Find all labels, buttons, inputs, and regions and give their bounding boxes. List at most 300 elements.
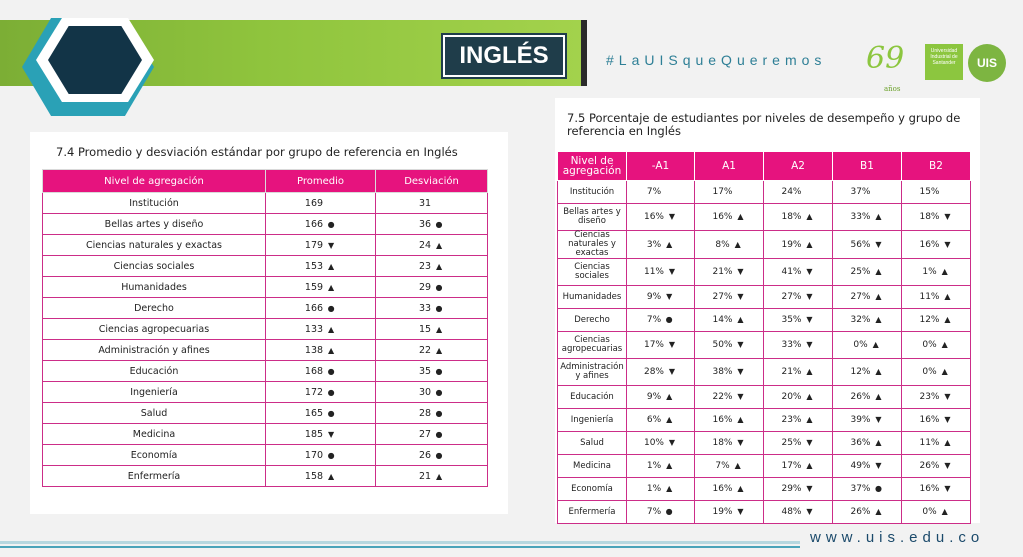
- value-cell: [695, 332, 764, 359]
- value-cell: [902, 309, 971, 332]
- cell-value: 7%: [646, 507, 662, 517]
- table-row: [558, 432, 971, 455]
- trend-indicator-icon: ▼: [944, 461, 951, 470]
- trend-indicator-icon: ●: [435, 429, 443, 439]
- cell-value: 133: [304, 323, 324, 335]
- value-cell: [376, 361, 488, 382]
- trend-indicator-icon: ▼: [737, 392, 744, 401]
- cell-value: 37%: [850, 186, 871, 197]
- row-label: Institución: [43, 193, 266, 214]
- trend-indicator-icon: ▼: [666, 292, 673, 301]
- table-row: [43, 277, 488, 298]
- table-row: [558, 181, 971, 204]
- cell-value: 23%: [781, 415, 802, 425]
- value-cell: [902, 409, 971, 432]
- cell-value: 29%: [781, 484, 802, 494]
- row-label: Salud: [43, 403, 266, 424]
- cell-value: 21%: [781, 367, 802, 377]
- value-cell: [266, 340, 376, 361]
- trend-indicator-icon: ▲: [941, 267, 948, 276]
- row-label: Ciencias agropecuarias: [43, 319, 266, 340]
- value-cell: [627, 478, 695, 501]
- col-header-a1: A1: [695, 152, 764, 181]
- table-row: [558, 204, 971, 231]
- value-cell: [627, 309, 695, 332]
- cell-value: 15%: [919, 186, 940, 197]
- value-cell: [902, 286, 971, 309]
- trend-indicator-icon: ▲: [737, 484, 744, 493]
- value-cell: [266, 403, 376, 424]
- row-label: Ciencias sociales: [43, 256, 266, 277]
- table-row: [43, 361, 488, 382]
- table-7-4-title: 7.4 Promedio y desviación estándar por grupo de referencia en Inglés: [56, 145, 458, 159]
- trend-indicator-icon: ▲: [875, 392, 882, 401]
- value-cell: [627, 455, 695, 478]
- value-cell: [266, 214, 376, 235]
- value-cell: [764, 231, 833, 259]
- trend-indicator-icon: ▼: [806, 438, 813, 447]
- cell-value: 12%: [850, 367, 871, 377]
- row-label: Institución: [558, 181, 627, 204]
- trend-indicator-icon: ▼: [737, 507, 744, 516]
- value-cell: [266, 319, 376, 340]
- value-cell: [902, 501, 971, 524]
- trend-indicator-icon: ▲: [327, 345, 335, 355]
- trend-indicator-icon: ▲: [327, 324, 335, 334]
- cell-value: 26: [418, 449, 432, 461]
- trend-indicator-icon: ▲: [806, 392, 813, 401]
- subject-title: INGLÉS: [443, 35, 565, 77]
- cell-value: 38%: [712, 367, 733, 377]
- cell-value: 9%: [646, 392, 662, 402]
- cell-value: 26%: [850, 392, 871, 402]
- value-cell: [833, 231, 902, 259]
- value-cell: [902, 432, 971, 455]
- value-cell: [833, 359, 902, 386]
- value-cell: [902, 455, 971, 478]
- trend-indicator-icon: ▼: [327, 240, 335, 250]
- table-row: [43, 466, 488, 487]
- trend-indicator-icon: ●: [435, 219, 443, 229]
- value-cell: [764, 432, 833, 455]
- value-cell: [266, 466, 376, 487]
- cell-value: 48%: [781, 507, 802, 517]
- row-label: Educación: [558, 386, 627, 409]
- value-cell: [376, 340, 488, 361]
- value-cell: [695, 359, 764, 386]
- cell-value: 6%: [646, 415, 662, 425]
- cell-value: 22: [418, 344, 432, 356]
- value-cell: [376, 193, 488, 214]
- cell-value: 15: [418, 323, 432, 335]
- cell-value: 27%: [712, 292, 733, 302]
- trend-indicator-icon: ●: [435, 282, 443, 292]
- value-cell: [695, 478, 764, 501]
- trend-indicator-icon: ▲: [327, 261, 335, 271]
- value-cell: [266, 277, 376, 298]
- table-row: [43, 445, 488, 466]
- trend-indicator-icon: ▲: [944, 315, 951, 324]
- cell-value: 32%: [850, 315, 871, 325]
- trend-indicator-icon: ●: [665, 507, 673, 516]
- value-cell: [376, 298, 488, 319]
- cell-value: 28%: [643, 367, 664, 377]
- value-cell: [764, 332, 833, 359]
- value-cell: [833, 432, 902, 455]
- anniversary-number: 69: [866, 41, 905, 76]
- table-row: [558, 309, 971, 332]
- trend-indicator-icon: ▲: [435, 471, 443, 481]
- cell-value: 179: [304, 239, 324, 251]
- trend-indicator-icon: ▲: [806, 367, 813, 376]
- anniversary-logo: [866, 41, 916, 93]
- table-row: [43, 235, 488, 256]
- cell-value: 0%: [922, 367, 937, 377]
- trend-indicator-icon: ▲: [875, 212, 882, 221]
- trend-indicator-icon: ▼: [668, 267, 676, 276]
- trend-indicator-icon: ▲: [806, 239, 813, 249]
- trend-indicator-icon: ▲: [666, 392, 673, 401]
- row-label: Humanidades: [43, 277, 266, 298]
- value-cell: [833, 309, 902, 332]
- value-cell: [833, 409, 902, 432]
- value-cell: [695, 181, 764, 204]
- table-row: [43, 214, 488, 235]
- table-row: [43, 382, 488, 403]
- cell-value: 1%: [646, 461, 662, 471]
- trend-indicator-icon: ▼: [806, 507, 813, 516]
- row-label: Ciencias naturales y exactas: [43, 235, 266, 256]
- trend-indicator-icon: ●: [435, 450, 443, 460]
- cell-value: 169: [304, 197, 324, 209]
- cell-value: 172: [304, 386, 324, 398]
- cell-value: 11%: [919, 292, 940, 302]
- value-cell: [376, 277, 488, 298]
- cell-value: 25%: [850, 267, 871, 277]
- value-cell: [376, 235, 488, 256]
- value-cell: [764, 409, 833, 432]
- trend-indicator-icon: ▲: [737, 315, 744, 324]
- value-cell: [695, 286, 764, 309]
- trend-indicator-icon: ●: [327, 387, 335, 397]
- footer-url: www.uis.edu.co: [810, 529, 985, 546]
- cell-value: 16%: [712, 484, 733, 494]
- trend-indicator-icon: ▼: [737, 367, 744, 376]
- cell-value: 26%: [919, 461, 940, 471]
- cell-value: 1%: [646, 484, 662, 494]
- trend-indicator-icon: ▲: [941, 367, 948, 376]
- trend-indicator-icon: ▲: [941, 507, 948, 516]
- cell-value: 33: [418, 302, 432, 314]
- col-header-nivel: Nivel de agregación: [558, 152, 627, 181]
- trend-indicator-icon: ▲: [875, 507, 882, 516]
- hashtag: #LaUISqueQueremos: [606, 52, 827, 68]
- table-7-5: [557, 151, 971, 524]
- trend-indicator-icon: ●: [327, 408, 335, 418]
- cell-value: 21%: [712, 267, 733, 277]
- value-cell: [902, 359, 971, 386]
- trend-indicator-icon: ▼: [944, 239, 951, 249]
- value-cell: [695, 204, 764, 231]
- trend-indicator-icon: ▼: [737, 340, 744, 349]
- value-cell: [833, 501, 902, 524]
- row-label: Ciencias naturales y exactas: [558, 231, 627, 259]
- cell-value: 16%: [712, 415, 733, 425]
- trend-indicator-icon: ▲: [734, 239, 741, 249]
- col-header-b2: B2: [902, 152, 971, 181]
- value-cell: [833, 286, 902, 309]
- value-cell: [902, 204, 971, 231]
- value-cell: [833, 386, 902, 409]
- cell-value: 17%: [643, 340, 664, 350]
- cell-value: 159: [304, 281, 324, 293]
- cell-value: 16%: [919, 415, 940, 425]
- row-label: Ingeniería: [558, 409, 627, 432]
- cell-value: 35: [418, 365, 432, 377]
- trend-indicator-icon: ●: [327, 219, 335, 229]
- col-header-pre-a1: -A1: [627, 152, 695, 181]
- trend-indicator-icon: ▼: [668, 367, 676, 376]
- table-7-5-title-line1: 7.5 Porcentaje de estudiantes por niveles de desempeño y grupo de: [567, 111, 961, 125]
- value-cell: [902, 259, 971, 286]
- trend-indicator-icon: ●: [665, 315, 673, 324]
- value-cell: [695, 231, 764, 259]
- cell-value: 0%: [922, 340, 937, 350]
- table-row: [43, 319, 488, 340]
- cell-value: 22%: [712, 392, 733, 402]
- trend-indicator-icon: ▲: [666, 415, 673, 424]
- value-cell: [764, 204, 833, 231]
- cell-value: 12%: [919, 315, 940, 325]
- table-row: [558, 501, 971, 524]
- uis-logo: UIS: [968, 44, 1006, 82]
- cell-value: 24%: [781, 186, 802, 197]
- value-cell: [266, 193, 376, 214]
- value-cell: [764, 309, 833, 332]
- cell-value: 23%: [919, 392, 940, 402]
- value-cell: [627, 409, 695, 432]
- trend-indicator-icon: ▼: [806, 267, 813, 276]
- value-cell: [833, 181, 902, 204]
- value-cell: [764, 259, 833, 286]
- cell-value: 27%: [781, 292, 802, 302]
- footer-rule-accent: [0, 546, 800, 548]
- trend-indicator-icon: ▼: [875, 461, 882, 470]
- table-row: [558, 455, 971, 478]
- trend-indicator-icon: ▼: [737, 438, 744, 447]
- cell-value: 49%: [850, 461, 871, 471]
- cell-value: 0%: [922, 507, 937, 517]
- trend-indicator-icon: ▲: [327, 471, 335, 481]
- trend-indicator-icon: ▲: [944, 438, 951, 447]
- row-label: Salud: [558, 432, 627, 455]
- table-row: [558, 259, 971, 286]
- table-row: [558, 478, 971, 501]
- trend-indicator-icon: ▲: [875, 438, 882, 447]
- value-cell: [902, 386, 971, 409]
- value-cell: [695, 309, 764, 332]
- value-cell: [902, 332, 971, 359]
- trend-indicator-icon: ▲: [737, 212, 744, 221]
- trend-indicator-icon: ▲: [666, 239, 673, 249]
- cell-value: 18%: [712, 438, 733, 448]
- cell-value: 16%: [712, 212, 733, 222]
- cell-value: 17%: [712, 186, 733, 197]
- trend-indicator-icon: ▲: [941, 340, 948, 349]
- cell-value: 36%: [850, 438, 871, 448]
- trend-indicator-icon: ●: [435, 387, 443, 397]
- value-cell: [764, 181, 833, 204]
- trend-indicator-icon: ▲: [875, 292, 882, 301]
- value-cell: [695, 432, 764, 455]
- trend-indicator-icon: ▲: [435, 261, 443, 271]
- cell-value: 18%: [919, 212, 940, 222]
- cell-value: 24: [418, 239, 432, 251]
- cell-value: 165: [304, 407, 324, 419]
- value-cell: [627, 332, 695, 359]
- value-cell: [627, 259, 695, 286]
- value-cell: [695, 409, 764, 432]
- anniversary-label: años: [884, 85, 901, 93]
- value-cell: [833, 455, 902, 478]
- value-cell: [376, 403, 488, 424]
- row-label: Educación: [43, 361, 266, 382]
- row-label: Administración y afines: [43, 340, 266, 361]
- trend-indicator-icon: ▲: [666, 484, 673, 493]
- value-cell: [376, 214, 488, 235]
- cell-value: 17%: [781, 461, 802, 471]
- cell-value: 39%: [850, 415, 871, 425]
- value-cell: [627, 432, 695, 455]
- trend-indicator-icon: ▼: [668, 212, 676, 221]
- table-row: [43, 403, 488, 424]
- cell-value: 14%: [712, 315, 733, 325]
- cell-value: 0%: [853, 340, 868, 350]
- value-cell: [627, 204, 695, 231]
- cell-value: 33%: [781, 340, 802, 350]
- cell-value: 153: [304, 260, 324, 272]
- table-7-4: [42, 169, 488, 487]
- value-cell: [266, 361, 376, 382]
- value-cell: [764, 359, 833, 386]
- row-label: Bellas artes y diseño: [43, 214, 266, 235]
- cell-value: 16%: [643, 212, 664, 222]
- trend-indicator-icon: ▲: [806, 212, 813, 221]
- table-row: [43, 298, 488, 319]
- table-row: [558, 231, 971, 259]
- row-label: Ingeniería: [43, 382, 266, 403]
- value-cell: [266, 235, 376, 256]
- row-label: Economía: [558, 478, 627, 501]
- trend-indicator-icon: ▼: [944, 484, 951, 493]
- value-cell: [902, 478, 971, 501]
- value-cell: [627, 231, 695, 259]
- cell-value: 10%: [643, 438, 664, 448]
- trend-indicator-icon: ▲: [875, 315, 882, 324]
- trend-indicator-icon: ▲: [944, 292, 951, 301]
- cell-value: 33%: [850, 212, 871, 222]
- row-label: Ciencias agropecuarias: [558, 332, 627, 359]
- trend-indicator-icon: ▲: [737, 415, 744, 424]
- trend-indicator-icon: ▼: [806, 292, 813, 301]
- col-header-promedio: Promedio: [266, 170, 376, 193]
- trend-indicator-icon: ▲: [666, 461, 673, 470]
- trend-indicator-icon: ▲: [806, 461, 813, 470]
- row-label: Enfermería: [558, 501, 627, 524]
- value-cell: [376, 424, 488, 445]
- table-7-5-panel: [555, 98, 980, 523]
- trend-indicator-icon: ▼: [875, 415, 882, 424]
- cell-value: 11%: [919, 438, 940, 448]
- value-cell: [376, 382, 488, 403]
- trend-indicator-icon: ●: [327, 366, 335, 376]
- cell-value: 27%: [850, 292, 871, 302]
- cell-value: 9%: [646, 292, 662, 302]
- col-header-desviacion: Desviación: [376, 170, 488, 193]
- col-header-b1: B1: [833, 152, 902, 181]
- row-label: Bellas artes y diseño: [558, 204, 627, 231]
- table-7-4-panel: [30, 132, 508, 514]
- trend-indicator-icon: ▲: [872, 340, 879, 349]
- value-cell: [764, 386, 833, 409]
- trend-indicator-icon: ▼: [668, 438, 676, 447]
- value-cell: [627, 501, 695, 524]
- trend-indicator-icon: ▼: [944, 212, 951, 221]
- trend-indicator-icon: ●: [327, 450, 335, 460]
- trend-indicator-icon: ●: [875, 484, 882, 493]
- cell-value: 1%: [922, 267, 937, 277]
- value-cell: [627, 386, 695, 409]
- value-cell: [627, 359, 695, 386]
- table-7-5-title-line2: referencia en Inglés: [567, 124, 681, 138]
- cell-value: 21: [418, 470, 432, 482]
- row-label: Medicina: [558, 455, 627, 478]
- value-cell: [376, 445, 488, 466]
- cell-value: 8%: [715, 239, 730, 250]
- row-label: Derecho: [43, 298, 266, 319]
- value-cell: [695, 386, 764, 409]
- cell-value: 3%: [646, 239, 662, 250]
- cell-value: 158: [304, 470, 324, 482]
- table-row: [43, 193, 488, 214]
- table-row: [43, 256, 488, 277]
- cell-value: 166: [304, 218, 324, 230]
- cell-value: 56%: [850, 239, 871, 250]
- value-cell: [376, 256, 488, 277]
- cell-value: 7%: [715, 461, 730, 471]
- cell-value: 41%: [781, 267, 802, 277]
- value-cell: [266, 424, 376, 445]
- value-cell: [833, 204, 902, 231]
- trend-indicator-icon: ▲: [875, 267, 882, 276]
- row-label: Economía: [43, 445, 266, 466]
- trend-indicator-icon: ▲: [327, 282, 335, 292]
- cell-value: 11%: [643, 267, 664, 277]
- trend-indicator-icon: ▼: [737, 292, 744, 301]
- cell-value: 31: [418, 197, 432, 209]
- trend-indicator-icon: ▼: [944, 415, 951, 424]
- value-cell: [764, 455, 833, 478]
- trend-indicator-icon: ▼: [875, 239, 882, 249]
- cell-value: 168: [304, 365, 324, 377]
- cell-value: 185: [304, 428, 324, 440]
- value-cell: [266, 382, 376, 403]
- cell-value: 37%: [850, 484, 871, 494]
- table-row: [43, 340, 488, 361]
- cell-value: 170: [304, 449, 324, 461]
- cell-value: 23: [418, 260, 432, 272]
- footer-rule: [0, 541, 800, 544]
